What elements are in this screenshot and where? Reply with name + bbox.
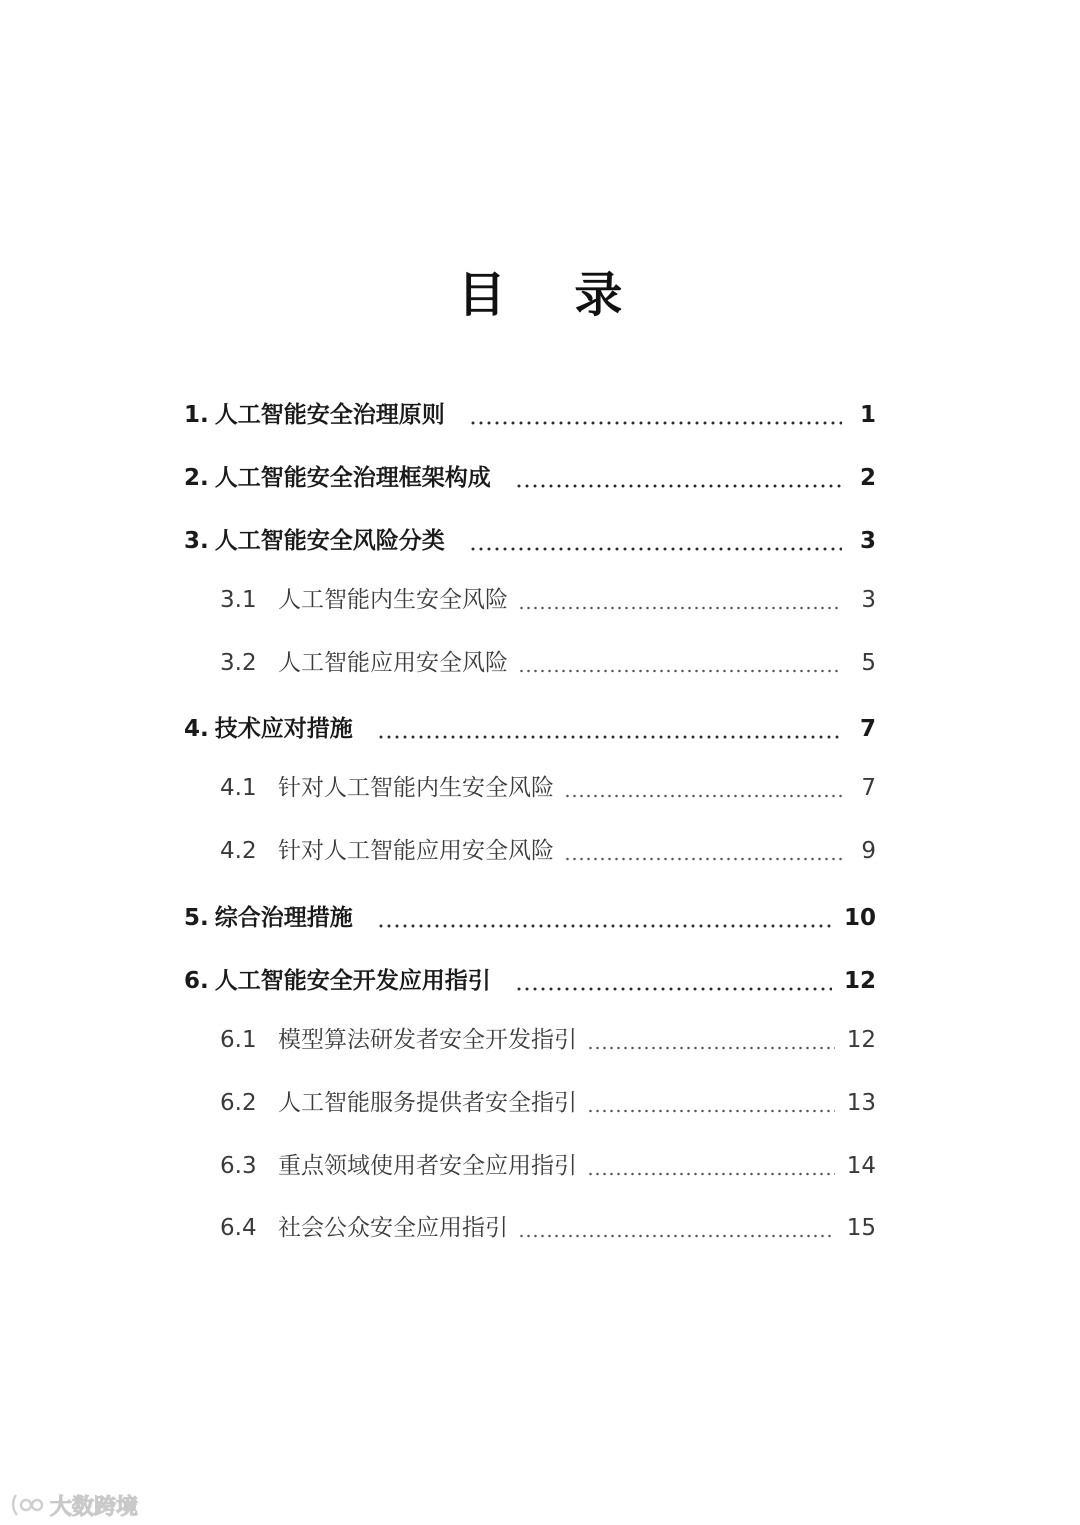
watermark-text: 大数跨境 [50,1494,139,1520]
toc-entry-label: 人工智能安全治理原则 [214,402,445,428]
dot-leader [587,1020,835,1060]
toc-entry[interactable] [184,1083,876,1123]
toc-entry[interactable] [184,1146,876,1186]
toc-entry-page: 7 [861,775,876,801]
toc-entry[interactable] [184,643,876,683]
toc-entry-page: 2 [859,465,876,491]
dot-leader [564,831,842,871]
toc-entry[interactable] [184,521,876,561]
toc-entry-page: 15 [846,1215,876,1241]
dot-leader [518,580,842,620]
toc-entry-number: 4.2 [220,838,257,864]
toc-entry-page: 1 [859,402,876,428]
dot-leader [564,768,842,808]
toc-entry-number: 2. [184,465,209,491]
toc-entry-label: 针对人工智能应用安全风险 [278,838,554,864]
toc-entry-label: 人工智能服务提供者安全指引 [278,1090,577,1116]
toc-entry-label: 模型算法研发者安全开发指引 [278,1027,577,1053]
toc-entry-label: 人工智能安全开发应用指引 [214,968,491,994]
toc-entry-page: 3 [859,528,876,554]
toc-entry-label: 人工智能应用安全风险 [278,650,508,676]
toc-entry[interactable] [184,1208,876,1248]
toc-entry-page: 9 [861,838,876,864]
toc-entry-label: 人工智能安全风险分类 [214,528,445,554]
toc-entry[interactable] [184,768,876,808]
toc-entry-number: 3.1 [220,587,257,613]
toc-entry[interactable] [184,1020,876,1060]
dot-leader [469,521,842,561]
toc-entry[interactable] [184,458,876,498]
toc-entry-number: 1. [184,402,209,428]
toc-entry-label: 综合治理措施 [214,905,353,931]
toc-entry[interactable] [184,709,876,749]
toc-entry-number: 3.2 [220,650,257,676]
toc-entry-number: 6.3 [220,1153,257,1179]
toc-entry[interactable] [184,580,876,620]
toc-entry[interactable] [184,961,876,1001]
toc-entry-page: 14 [846,1153,876,1179]
dot-leader [518,643,842,683]
toc-entry-label: 人工智能安全治理框架构成 [214,465,491,491]
toc-entry-page: 10 [843,905,876,931]
toc-entry-page: 5 [861,650,876,676]
dot-leader [377,898,832,938]
toc-entry[interactable] [184,831,876,871]
toc-entry-page: 3 [861,587,876,613]
dot-leader [587,1146,835,1186]
toc-entry-number: 6.4 [220,1215,257,1241]
toc-entry-label: 技术应对措施 [214,716,353,742]
toc-entry-label: 针对人工智能内生安全风险 [278,775,554,801]
dot-leader [587,1083,835,1123]
toc-entry-number: 6.1 [220,1027,257,1053]
toc-title: 目 录 [457,267,649,323]
toc-entry-page: 7 [859,716,876,742]
logo-mark-icon [10,1491,44,1519]
toc-entry-number: 4. [184,716,209,742]
toc-entry[interactable] [184,898,876,938]
dot-leader [518,1208,835,1248]
toc-entry-number: 5. [184,905,209,931]
toc-entry-label: 人工智能内生安全风险 [278,587,508,613]
toc-entry-label: 重点领域使用者安全应用指引 [278,1153,577,1179]
toc-entry-number: 4.1 [220,775,257,801]
toc-entry-number: 6. [184,968,209,994]
toc-entry-number: 3. [184,528,209,554]
toc-entry-page: 12 [846,1027,876,1053]
toc-entry[interactable] [184,395,876,435]
toc-entry-page: 12 [843,968,876,994]
toc-entry-number: 6.2 [220,1090,257,1116]
toc-entry-page: 13 [846,1090,876,1116]
dot-leader [377,709,842,749]
dot-leader [515,458,842,498]
toc-entry-label: 社会公众安全应用指引 [278,1215,508,1241]
dot-leader [469,395,842,435]
dot-leader [515,961,832,1001]
watermark [10,1488,138,1522]
